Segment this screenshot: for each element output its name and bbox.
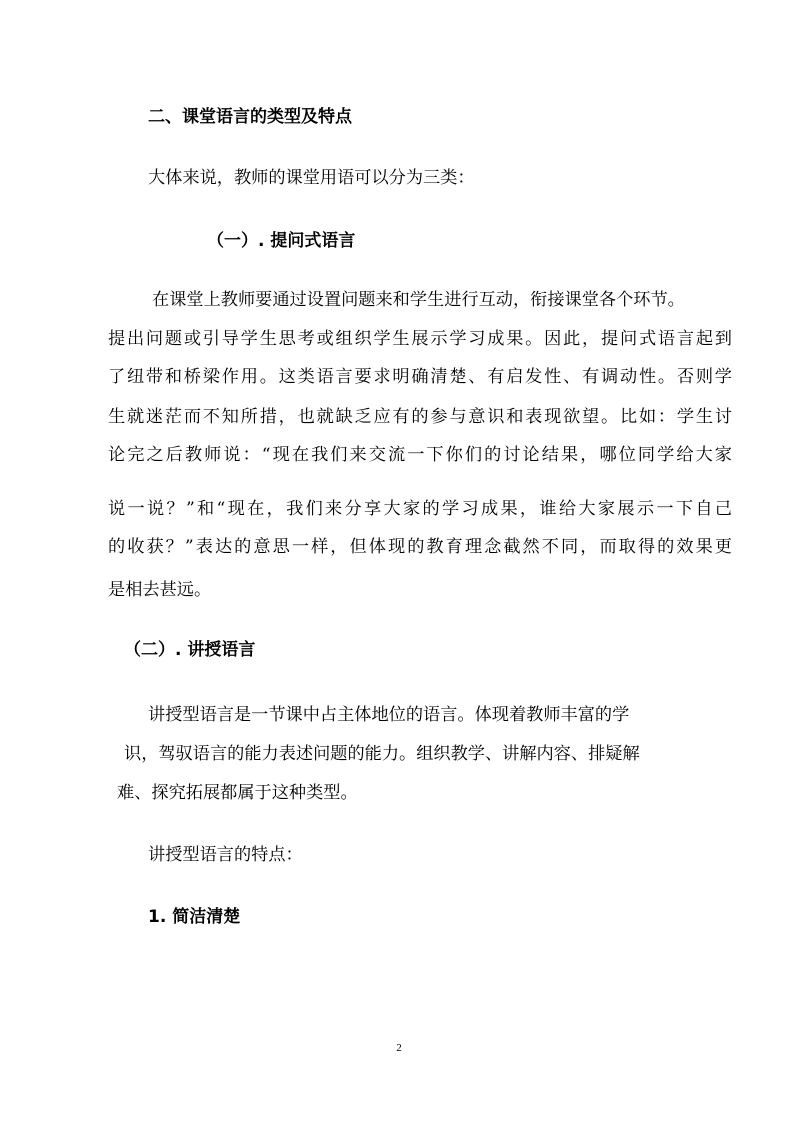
paragraph-line: 的收获？”表达的意思一样，但体现的教育理念截然不同，而取得的效果更 — [108, 537, 732, 557]
feature-heading: 1. 简洁清楚 — [148, 907, 241, 927]
subsection-title-questioning: （一）. 提问式语言 — [207, 231, 356, 251]
paragraph-line: 说一说？”和“现在，我们来分享大家的学习成果，谁给大家展示一下自己 — [108, 499, 732, 519]
paragraph-line: 生就迷茫而不知所措，也就缺乏应有的参与意识和表现欲望。比如：学生讨 — [108, 407, 732, 427]
paragraph-line: 了纽带和桥梁作用。这类语言要求明确清楚、有启发性、有调动性。否则学 — [108, 367, 732, 387]
section-title: 二、课堂语言的类型及特点 — [148, 107, 352, 127]
features-intro: 讲授型语言的特点： — [148, 845, 303, 865]
paragraph-line: 论完之后教师说：“现在我们来交流一下你们的讨论结果，哪位同学给大家 — [108, 445, 732, 465]
paragraph-line: 提出问题或引导学生思考或组织学生展示学习成果。因此，提问式语言起到 — [108, 329, 732, 349]
paragraph-line: 识，驾驭语言的能力表述问题的能力。组织教学、讲解内容、排疑解 — [124, 744, 640, 764]
intro-paragraph: 大体来说，教师的课堂用语可以分为三类： — [148, 168, 475, 188]
page-number: 2 — [396, 1042, 402, 1054]
paragraph-line: 在课堂上教师要通过设置问题来和学生进行互动，衔接课堂各个环节。 — [152, 290, 685, 310]
paragraph-line: 难、探究拓展都属于这种类型。 — [117, 783, 358, 803]
paragraph-line: 是相去甚远。 — [108, 580, 212, 600]
paragraph-line: 讲授型语言是一节课中占主体地位的语言。体现着教师丰富的学 — [148, 705, 630, 725]
subsection-title-lecturing: （二）. 讲授语言 — [124, 640, 256, 660]
